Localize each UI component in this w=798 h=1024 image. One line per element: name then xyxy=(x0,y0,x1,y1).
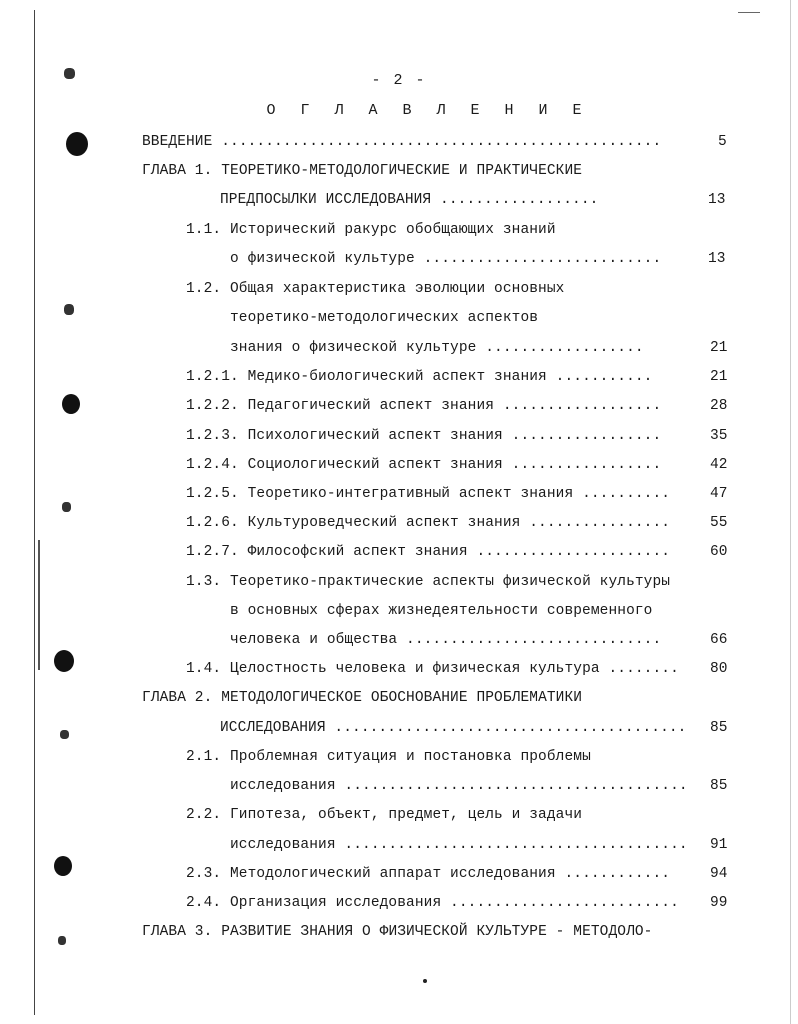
toc-entry: ГЛАВА 2. МЕТОДОЛОГИЧЕСКОЕ ОБОСНОВАНИЕ ПРОБЛЕМАТИКИ xyxy=(142,690,583,706)
toc-page: 42 xyxy=(710,457,728,473)
toc-entry: человека и общества ............................. xyxy=(230,632,662,648)
toc-entry: 2.1. Проблемная ситуация и постановка проблемы xyxy=(186,749,591,765)
toc-entry: знания о физической культуре .................. xyxy=(230,340,644,356)
scan-speck xyxy=(60,730,69,739)
toc-page: 55 xyxy=(710,515,728,531)
toc-entry: 1.4. Целостность человека и физическая культура ........ xyxy=(186,661,679,677)
toc-entry: 2.2. Гипотеза, объект, предмет, цель и задачи xyxy=(186,807,583,823)
toc-page: 99 xyxy=(710,895,728,911)
right-edge-line xyxy=(790,0,791,1024)
toc-page: 28 xyxy=(710,398,728,414)
punch-hole xyxy=(54,650,74,672)
toc-entry: 1.2. Общая характеристика эволюции основных xyxy=(186,281,565,297)
punch-hole xyxy=(66,132,88,156)
binding-edge-line xyxy=(38,540,40,670)
toc-entry: исследования ....................................... xyxy=(230,778,688,794)
toc-entry: в основных сферах жизнедеятельности современного xyxy=(230,603,653,619)
toc-page: 91 xyxy=(710,837,728,853)
top-right-mark xyxy=(738,12,760,13)
toc-entry: 1.3. Теоретико-практические аспекты физической культуры xyxy=(186,574,671,590)
scan-speck xyxy=(64,304,74,315)
toc-entry: 1.2.4. Социологический аспект знания ................. xyxy=(186,457,662,473)
toc-entry: 1.2.7. Философский аспект знания ...................... xyxy=(186,544,671,560)
toc-page: 5 xyxy=(718,134,727,150)
page-title: О Г Л А В Л Е Н И Е xyxy=(266,102,590,119)
page-number: - 2 - xyxy=(371,72,427,89)
scan-speck xyxy=(58,936,66,945)
toc-page: 85 xyxy=(710,778,728,794)
toc-entry: 1.2.6. Культуроведческий аспект знания ................ xyxy=(186,515,671,531)
toc-entry: 1.2.1. Медико-биологический аспект знания ........... xyxy=(186,369,653,385)
toc-entry: ВВЕДЕНИЕ .................................................. xyxy=(142,134,662,150)
toc-entry: о физической культуре ........................... xyxy=(230,251,662,267)
binding-edge-line xyxy=(34,10,35,1015)
toc-entry: 1.2.5. Теоретико-интегративный аспект знания .......... xyxy=(186,486,671,502)
toc-page: 94 xyxy=(710,866,728,882)
toc-entry: 1.2.3. Психологический аспект знания ................. xyxy=(186,428,662,444)
toc-page: 85 xyxy=(710,720,728,736)
punch-hole xyxy=(62,394,80,414)
toc-entry: ПРЕДПОСЫЛКИ ИССЛЕДОВАНИЯ .................. xyxy=(220,192,599,208)
toc-page: 13 xyxy=(708,192,726,208)
toc-page: 21 xyxy=(710,340,728,356)
toc-entry: ИССЛЕДОВАНИЯ ........................................ xyxy=(220,720,687,736)
toc-entry: 1.1. Исторический ракурс обобщающих знаний xyxy=(186,222,556,238)
toc-entry: теоретико-методологических аспектов xyxy=(230,310,539,326)
toc-entry: 2.4. Организация исследования .......................... xyxy=(186,895,679,911)
scan-dot xyxy=(423,979,427,983)
toc-entry: ГЛАВА 3. РАЗВИТИЕ ЗНАНИЯ О ФИЗИЧЕСКОЙ КУЛЬТУРЕ - МЕТОДОЛО- xyxy=(142,924,653,940)
toc-entry: 1.2.2. Педагогический аспект знания .................. xyxy=(186,398,662,414)
toc-page: 21 xyxy=(710,369,728,385)
scan-speck xyxy=(62,502,71,512)
toc-entry: ГЛАВА 1. ТЕОРЕТИКО-МЕТОДОЛОГИЧЕСКИЕ И ПРАКТИЧЕСКИЕ xyxy=(142,163,583,179)
toc-entry: исследования ....................................... xyxy=(230,837,688,853)
toc-entry: 2.3. Методологический аппарат исследования ............ xyxy=(186,866,671,882)
toc-page: 47 xyxy=(710,486,728,502)
toc-page: 66 xyxy=(710,632,728,648)
toc-page: 80 xyxy=(710,661,728,677)
toc-page: 35 xyxy=(710,428,728,444)
toc-page: 13 xyxy=(708,251,726,267)
toc-page: 60 xyxy=(710,544,728,560)
punch-hole xyxy=(54,856,72,876)
